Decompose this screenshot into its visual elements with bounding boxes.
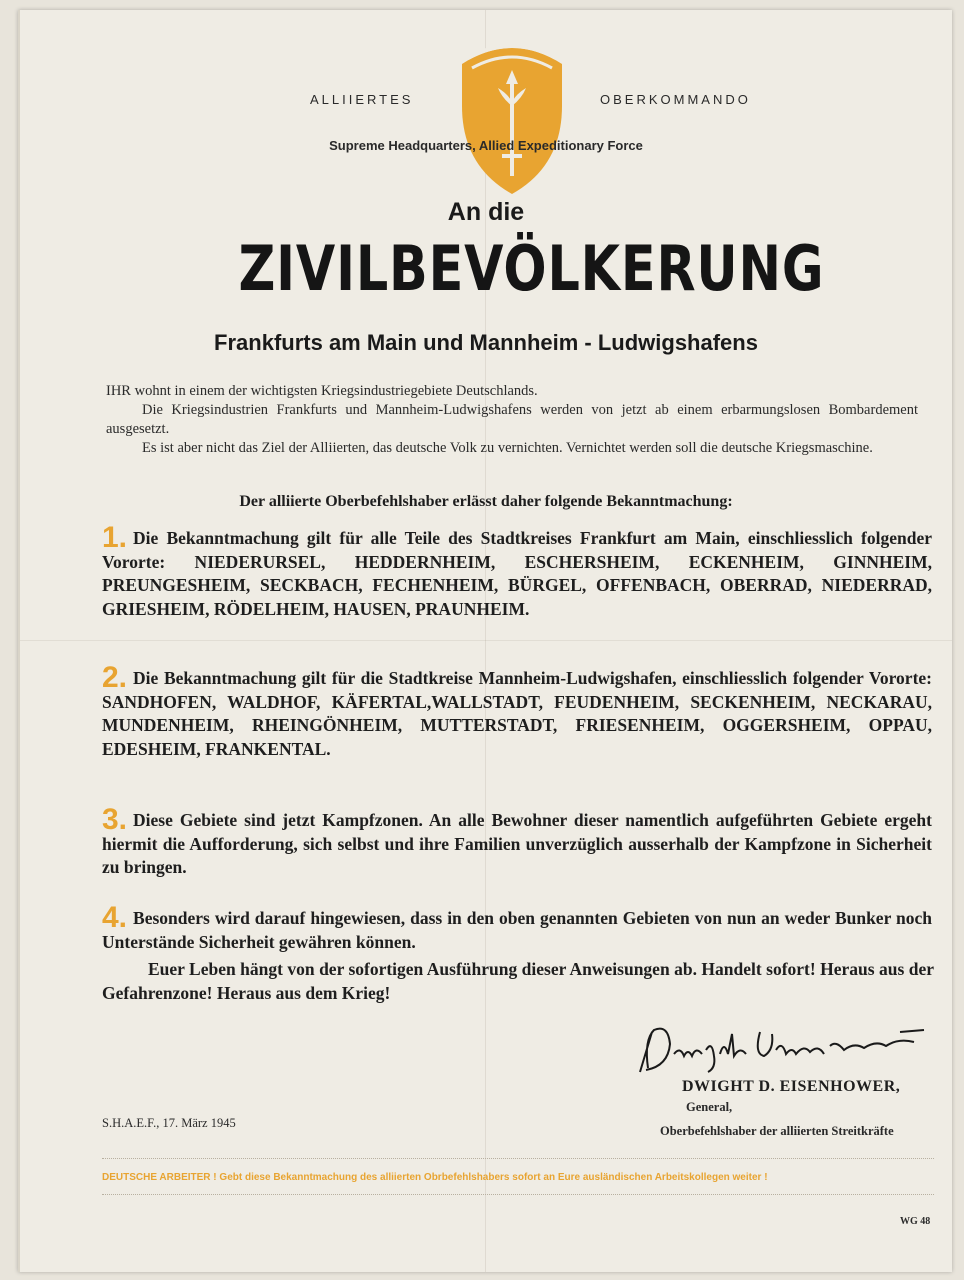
item-number: 3. [102, 803, 128, 836]
signatory-rank: General, [686, 1100, 733, 1114]
intro-text [106, 382, 918, 458]
item-number: 4. [102, 901, 128, 934]
item-number: 2. [102, 661, 128, 694]
header-english-subtitle: Supreme Headquarters, Allied Expeditionary Force [329, 138, 643, 153]
footer-notice: DEUTSCHE ARBEITER ! Gebt diese Bekanntmachung des alliierten Obrbefehlshabers sofort an Eure ausländischen Arbeitskollegen weiter ! [102, 1172, 768, 1183]
closing-text: Euer Leben hängt von der sofortigen Ausführung dieser Anweisungen ab. Handelt sofort! Heraus aus der Gefahrenzone! Heraus aus dem Krieg! [102, 959, 934, 1003]
notice-item-2 [102, 661, 932, 761]
item-text: Besonders wird darauf hingewiesen, dass in den oben genannten Gebieten von nun an weder Bunker noch Unterstände Sicherheit gewähren können. [102, 908, 932, 952]
notice-item-1 [102, 521, 932, 621]
item-text: Diese Gebiete sind jetzt Kampfzonen. An alle Bewohner dieser namentlich aufgeführten Gebiete ergeht hiermit die Aufforderung, sich selbst und ihre Familien unverzüglich ausserhalb der Kampfzone in Sicherheit zu bringen. [102, 810, 932, 877]
dateline: S.H.A.E.F., 17. März 1945 [102, 1116, 236, 1130]
declaration-heading: Der alliierte Oberbefehlshaber erlässt daher folgende Bekanntmachung: [239, 493, 733, 510]
page-subtitle: Frankfurts am Main und Mannheim - Ludwigshafens [214, 330, 758, 355]
intro-paragraph: IHR wohnt in einem der wichtigsten Kriegsindustriegebiete Deutschlands. [106, 383, 538, 399]
page-title: ZIVILBEVÖLKERUNG [238, 232, 825, 305]
divider [102, 1158, 934, 1159]
item-text: Die Bekanntmachung gilt für die Stadtkreise Mannheim-Ludwigshafen, einschliesslich folgender Vororte: SANDHOFEN, WALDHOF, KÄFERTAL,WALLSTADT, FEUDENHEIM, SECKENHEIM, NECKARAU, MUNDENHEIM, RHEINGÖNHEIM, MUTTERSTADT, FRIESENHEIM, OGGERSHEIM, OPPAU, EDESHEIM, FRANKENTAL. [102, 668, 932, 759]
leaflet-code: WG 48 [900, 1216, 931, 1227]
handwritten-signature [624, 1010, 944, 1082]
closing-paragraph [102, 958, 934, 1005]
intro-paragraph: Es ist aber nicht das Ziel der Alliierten, das deutsche Volk zu vernichten. Vernichtet werden soll die deutsche Kriegsmaschine. [142, 440, 873, 456]
notice-item-4 [102, 901, 932, 954]
header-left-label: ALLIIERTES [310, 92, 414, 107]
fold-crease-horizontal [20, 640, 952, 641]
header-right-label: OBERKOMMANDO [600, 92, 751, 107]
notice-item-3 [102, 803, 932, 880]
item-number: 1. [102, 521, 128, 554]
intro-paragraph: Die Kriegsindustrien Frankfurts und Mannheim-Ludwigshafens werden von jetzt ab einem erbarmungslosen Bombardement ausgesetzt. [106, 402, 918, 437]
item-text: Die Bekanntmachung gilt für alle Teile des Stadtkreises Frankfurt am Main, einschliesslich folgender Vororte: NIEDERURSEL, HEDDERNHEIM, ESCHERSHEIM, ECKENHEIM, GINNHEIM, PREUNGESHEIM, SECKBACH, FECHENHEIM, BÜRGEL, OFFENBACH, OBERRAD, NIEDERRAD, GRIESHEIM, RÖDELHEIM, HAUSEN, PRAUNHEIM. [102, 528, 932, 619]
title-prefix: An die [447, 198, 525, 226]
signatory-title: Oberbefehlshaber der alliierten Streitkräfte [660, 1124, 894, 1138]
signatory-name: DWIGHT D. EISENHOWER, [682, 1078, 901, 1095]
shaef-shield-icon [458, 36, 566, 196]
leaflet-sheet [18, 10, 952, 1272]
divider [102, 1194, 934, 1195]
